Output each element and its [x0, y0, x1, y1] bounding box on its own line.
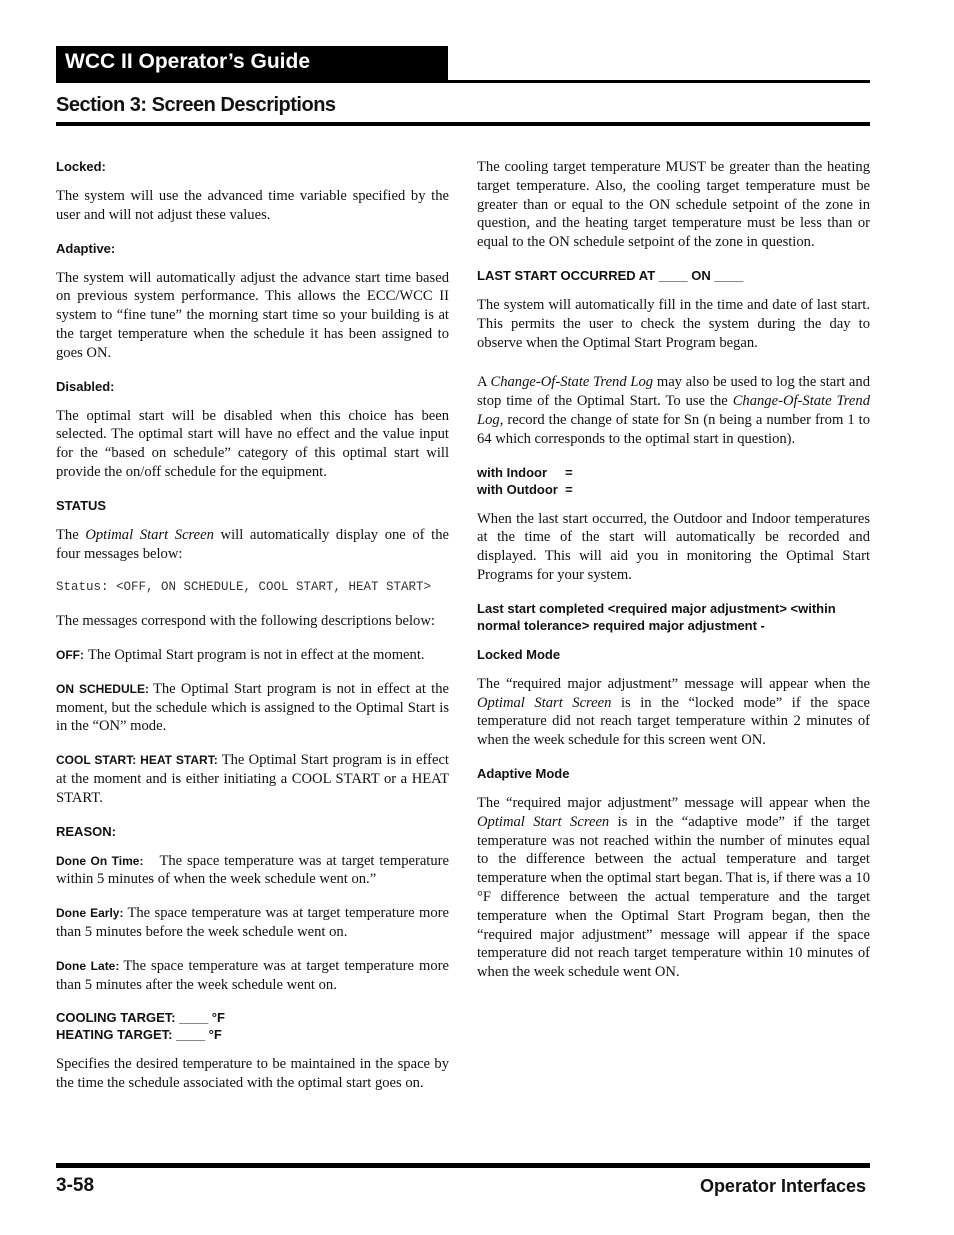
guide-title: WCC II Operator’s Guide	[65, 50, 311, 73]
messages-paragraph: The messages correspond with the following descriptions below:	[56, 613, 435, 630]
locked-mode-paragraph: The “required major adjustment” message will appear when the Optimal Start Screen is in the “locked mode” if the space temperature did not reach target temperature within 2 minutes of when the week schedule for this screen went ON.	[477, 675, 870, 749]
cool-heat-start-description: COOL START: HEAT START: The Optimal Start program is in effect at the moment and is either initiating a COOL START or a HEAT START.	[56, 752, 449, 806]
locked-heading: Locked:	[56, 159, 106, 174]
temperatures-paragraph: When the last start occurred, the Outdoor and Indoor temperatures at the time of the start will automatically be recorded and displayed. This will aid you in monitoring the Optimal Start Programs for your system.	[477, 510, 870, 583]
last-start-paragraph: The system will automatically fill in the time and date of last start. This permits the user to check the system during the day to observe when the Optimal Start Program began.	[477, 296, 870, 351]
done-early-description: Done Early: The space temperature was at target temperature more than 5 minutes before the week schedule went on.	[56, 905, 449, 940]
target-paragraph: Specifies the desired temperature to be maintained in the space by the time the schedule associated with the optimal start goes on.	[56, 1056, 449, 1092]
locked-paragraph: The system will use the advanced time variable specified by the user and will not adjust these values.	[56, 188, 449, 223]
footer-rule	[56, 1163, 870, 1168]
done-on-time-description: Done On Time: The space temperature was at target temperature within 5 minutes of when the week schedule went on.”	[56, 852, 449, 888]
on-schedule-description: ON SCHEDULE: The Optimal Start program is not in effect at the moment, but the schedule which is assigned to the Optimal Start is in the “ON” mode.	[56, 680, 449, 735]
with-indoor-heading: with Indoor =	[477, 464, 573, 480]
section-title: Section 3: Screen Descriptions	[56, 94, 336, 116]
right-column	[477, 158, 870, 997]
disabled-heading: Disabled:	[56, 378, 115, 394]
status-paragraph: The Optimal Start Screen will automatically display one of the four messages below:	[56, 526, 449, 562]
disabled-paragraph: The optimal start will be disabled when this choice has been selected. The optimal start will have no effect and the value input for the “based on schedule” category of this optimal start will provide the on/off schedule for the equipment.	[56, 407, 449, 480]
adaptive-mode-heading: Adaptive Mode	[477, 765, 570, 781]
left-column	[56, 158, 449, 1108]
last-start-completed-heading: Last start completed <required major adjustment> <within normal tolerance> required major adjustment -	[477, 600, 836, 633]
with-outdoor-heading: with Outdoor =	[477, 481, 573, 497]
last-start-heading: LAST START OCCURRED AT ____ ON ____	[477, 267, 744, 283]
trend-log-paragraph: A Change-Of-State Trend Log may also be used to log the start and stop time of the Optimal Start. To use the Change-Of-State Trend Log, record the change of state for Sn (n being a number from 1 to 64 which corresponds to the optimal start in question).	[477, 374, 871, 447]
chapter-title: Operator Interfaces	[699, 1176, 866, 1196]
status-heading: STATUS	[56, 497, 107, 513]
cooling-target-heading: COOLING TARGET: ____ °F	[56, 1010, 225, 1026]
heating-target-heading: HEATING TARGET: ____ °F	[56, 1027, 222, 1043]
adaptive-paragraph: The system will automatically adjust the advance start time based on previous system performance. This allows the ECC/WCC II system to “fine tune” the morning start time so your building is at the target temperature when the schedule it has been assigned to goes ON.	[56, 269, 449, 361]
reason-heading: REASON:	[56, 823, 116, 839]
off-description: OFF: The Optimal Start program is not in effect at the moment.	[56, 646, 425, 663]
locked-mode-heading: Locked Mode	[477, 646, 561, 662]
done-late-description: Done Late: The space temperature was at target temperature more than 5 minutes after the week schedule went on.	[56, 957, 449, 993]
section-rule	[56, 122, 870, 126]
page-number: 3-58	[56, 1175, 95, 1196]
status-code: Status: <OFF, ON SCHEDULE, COOL START, HEAT START>	[56, 580, 432, 595]
adaptive-mode-paragraph: The “required major adjustment” message will appear when the Optimal Start Screen is in the “adaptive mode” if the target temperature was not reached within the number of minutes equal to the difference between the actual temperature and target temperature when the optimal start began. That is, if there was a 10 °F difference between the actual temperature and the target temperature when the Optimal Start Program began, then the “required major adjustment” message will appear if the space temperature did not reach target temperature within 10 minutes of when the week schedule went ON.	[477, 794, 870, 981]
adaptive-heading: Adaptive:	[56, 240, 116, 256]
header-rule	[56, 80, 870, 83]
cooling-rule-paragraph: The cooling target temperature MUST be greater than the heating target temperature. Also, the cooling target temperature must be greater than or equal to the ON schedule setpoint of the zone in question, and the heating target temperature must be less than or equal to the ON schedule setpoint of the zone in question.	[477, 159, 870, 251]
